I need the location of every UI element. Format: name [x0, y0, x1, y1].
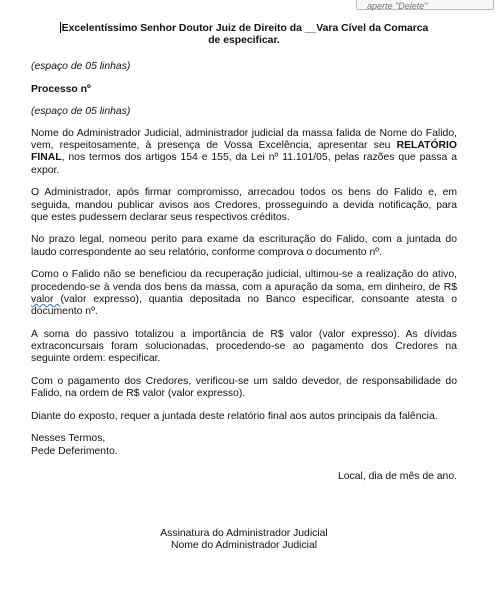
delete-hint-box — [356, 0, 494, 10]
intro-text-c: , nos termos dos artigos 154 e 155, da Lei nº 11.101/05, pelas razões que passa a expor. — [31, 152, 457, 176]
signature-line-1: Assinatura do Administrador Judicial — [160, 527, 328, 539]
paragraph-requerimento: Diante do exposto, requer a juntada deste relatório final aos autos principais da falência. — [31, 410, 438, 422]
closing-line-2: Pede Deferimento. — [31, 445, 118, 457]
delete-hint-text: aperte "Delete" — [367, 1, 428, 11]
title-line-2: de especificar. — [208, 35, 280, 47]
signature-line-2: Nome do Administrador Judicial — [170, 540, 318, 552]
report-title-bold: RELATÓRIO FINAL — [31, 140, 457, 164]
document-page[interactable] — [31, 22, 457, 552]
intro-text-a: Nome do Administrador Judicial, administrador judicial da massa falida de Nome do Falido, vem, respeitosamente, à presença de Vossa Excelência, apresentar seu — [31, 128, 457, 152]
paragraph-passivo: A soma do passivo totalizou a importância de R$ valor (valor expresso). As dívidas extraconcursais foram solucionadas, procedendo-se ao pagamento dos Credores na seguinte ordem: especificar. — [31, 328, 457, 365]
closing-line-1: Nesses Termos, — [31, 433, 106, 445]
title-line-1: Excelentíssimo Senhor Doutor Juiz de Direito da __Vara Cível da Comarca — [61, 23, 429, 34]
document-title — [31, 22, 457, 47]
paragraph-arrecadacao: O Administrador, após firmar compromisso, arrecadou todos os bens do Falido e, em seguida, mandou publicar avisos aos Credores, prosseguindo a devida notificação, para que estes pudessem declarar seus respectivos créditos. — [31, 187, 457, 223]
spellcheck-word[interactable]: valor — [31, 293, 61, 305]
paragraph-intro — [31, 128, 457, 177]
ativo-text-a: Como o Falido não se beneficiou da recuperação judicial, ultimou-se a realização do ativo, procedendo-se à venda dos bens da massa, com a apuração da soma, em dinheiro, de R$ — [31, 269, 457, 293]
paragraph-perito: No prazo legal, nomeou perito para exame da escrituração do Falido, com a juntada do laudo correspondente ao seu relatório, conforme comprova o documento nº. — [31, 234, 457, 258]
ativo-text-c: (valor expresso), quantia depositada no Banco especificar, consoante atesta o documento nº. — [31, 293, 457, 317]
paragraph-saldo: Com o pagamento dos Credores, verificou-se um saldo devedor, de responsabilidade do Falido, na ordem de R$ valor (valor expresso). — [31, 375, 457, 399]
signature-block — [31, 528, 457, 552]
paragraph-ativo — [31, 269, 457, 318]
spacer-note-1: (espaço de 05 linhas) — [31, 61, 131, 73]
local-date-line: Local, dia de mês de ano. — [338, 470, 457, 482]
spacer-note-2: (espaço de 05 linhas) — [31, 105, 131, 117]
processo-label: Processo nº — [31, 83, 91, 95]
closing-block — [31, 433, 457, 457]
text-cursor — [60, 22, 61, 33]
